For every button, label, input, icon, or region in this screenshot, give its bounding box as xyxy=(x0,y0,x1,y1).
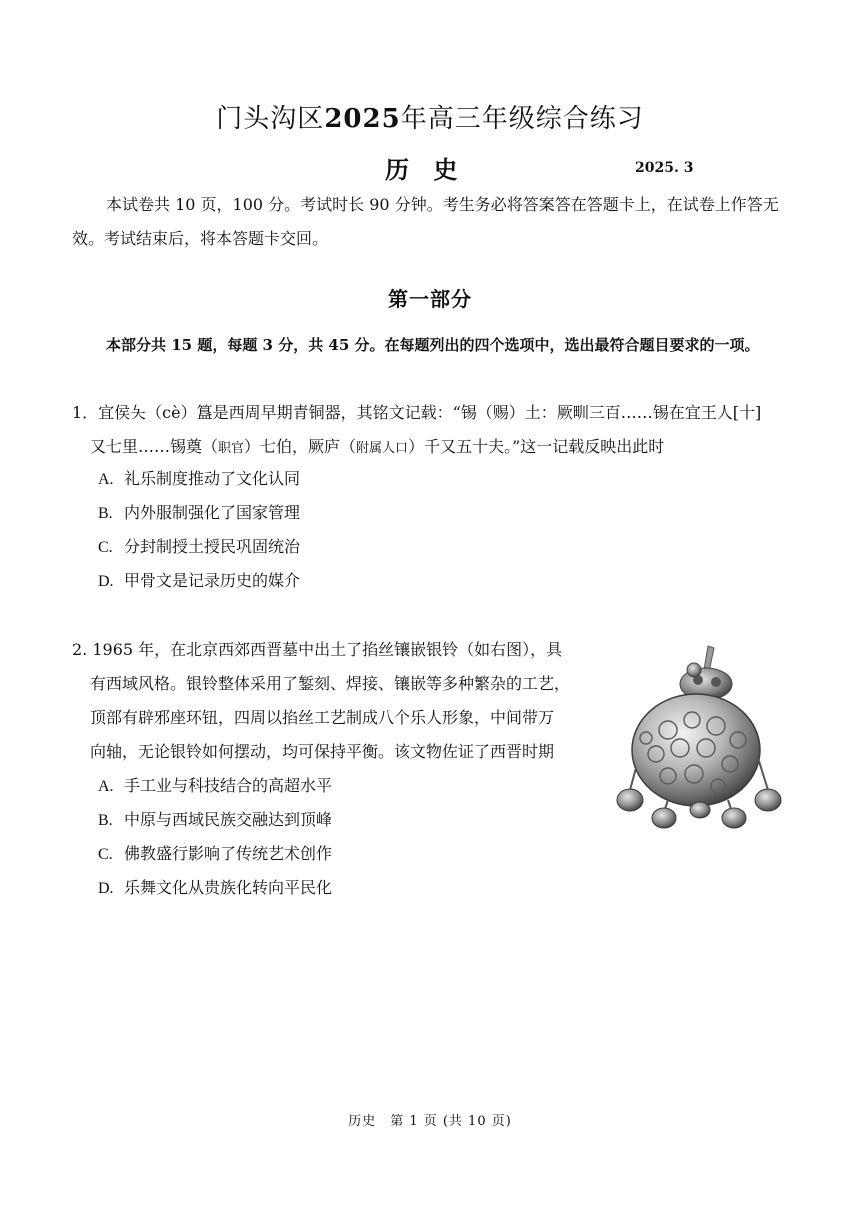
question-2-line-3: 顶部有辟邪座环钮，四周以掐丝工艺制成八个乐人形象，中间带万 xyxy=(90,708,555,727)
question-1-option-d[interactable]: D. 甲骨文是记录历史的媒介 xyxy=(98,571,301,590)
question-2-option-d[interactable]: D. 乐舞文化从贵族化转向平民化 xyxy=(98,878,333,897)
exam-date: 2025. 3 xyxy=(635,160,694,176)
part-one-instructions-text: 本部分共 15 题，每题 3 分，共 45 分。在每题列出的四个选项中，选出最符合题目要求的一项。 xyxy=(106,336,760,354)
question-1-option-a[interactable]: A. 礼乐制度推动了文化认同 xyxy=(98,469,301,488)
question-1-option-c[interactable]: C. 分封制授土授民巩固统治 xyxy=(98,537,301,556)
page-footer: 历史 第 1 页 (共 10 页) xyxy=(348,1114,512,1129)
question-2-line-1: 2. 1965 年，在北京西郊西晋墓中出土了掐丝镶嵌银铃（如右图），具 xyxy=(72,640,563,659)
title-district: 门头沟区 xyxy=(216,104,325,134)
exam-instructions xyxy=(72,188,794,256)
subject-title: 历 史 xyxy=(385,155,466,184)
part-one-instructions xyxy=(72,326,794,364)
question-2-line-2: 有西域风格。银铃整体采用了錾刻、焊接、镶嵌等多种繁杂的工艺， xyxy=(90,674,571,693)
silver-bell-image xyxy=(608,640,788,830)
part-one-title: 第一部分 xyxy=(388,287,472,311)
question-2-option-a[interactable]: A. 手工业与科技结合的高超水平 xyxy=(98,776,333,795)
title-suffix: 年高三年级综合练习 xyxy=(400,104,644,134)
exam-title xyxy=(0,98,860,135)
question-1-line-2: 又七里……锡奠（职官）七伯，厥庐（附属人口）千又五十夫。”这一记载反映出此时 xyxy=(90,437,665,456)
question-1-option-b[interactable]: B. 内外服制强化了国家管理 xyxy=(98,503,301,522)
title-year: 2025 xyxy=(324,104,401,134)
question-2-option-b[interactable]: B. 中原与西域民族交融达到顶峰 xyxy=(98,810,333,829)
question-2-line-4: 向轴，无论银铃如何摆动，均可保持平衡。该文物佐证了西晋时期 xyxy=(90,742,555,761)
instructions-text: 本试卷共 10 页，100 分。考试时长 90 分钟。考生务必将答案答在答题卡上，在试卷上作答无效。考试结束后，将本答题卡交回。 xyxy=(72,195,779,248)
question-1-line-1: 1．宜侯夨（cè）簋是西周早期青铜器，其铭文记载：“锡（赐）土：厥甽三百……锡在宜王人[十] xyxy=(72,403,762,422)
question-2-option-c[interactable]: C. 佛教盛行影响了传统艺术创作 xyxy=(98,844,333,863)
